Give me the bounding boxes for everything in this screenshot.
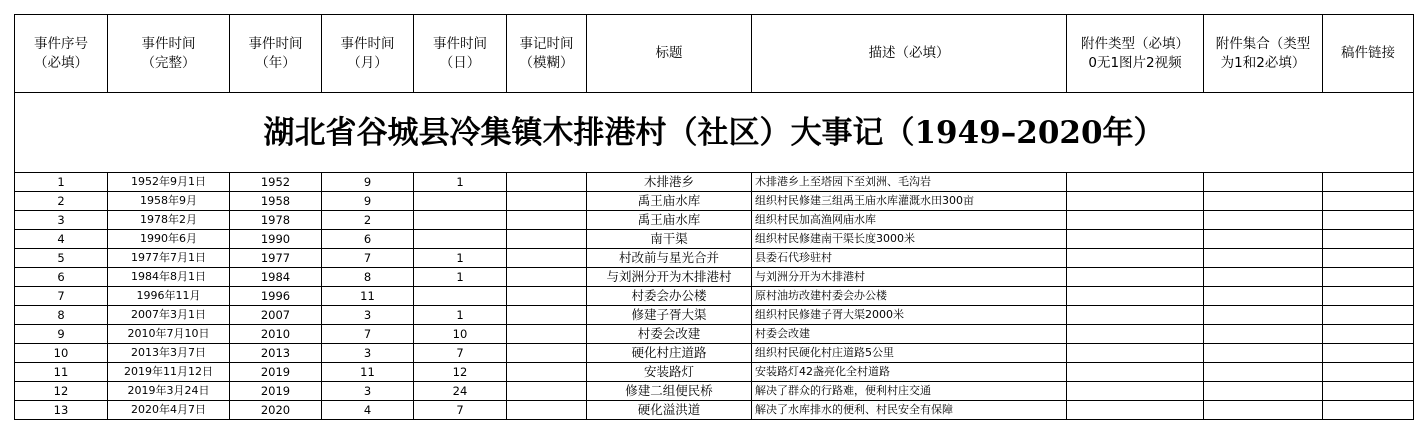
cell-title[interactable]: 木排港乡	[587, 173, 752, 192]
table-row	[15, 249, 1414, 268]
cell-description[interactable]: 与刘洲分开为木排港村	[752, 268, 1067, 287]
cell-event-year[interactable]: 2010	[230, 325, 322, 344]
table-row	[15, 211, 1414, 230]
cell-description[interactable]: 县委石代珍驻村	[752, 249, 1067, 268]
cell-link[interactable]	[1323, 363, 1414, 382]
table-row	[15, 287, 1414, 306]
cell-event-year[interactable]: 2020	[230, 401, 322, 420]
cell-title[interactable]: 修建二组便民桥	[587, 382, 752, 401]
table-row	[15, 192, 1414, 211]
cell-event-day[interactable]: 1	[414, 306, 507, 325]
cell-title[interactable]: 禹王庙水库	[587, 192, 752, 211]
cell-event-no[interactable]: 8	[15, 306, 108, 325]
cell-attachment-type[interactable]	[1067, 192, 1204, 211]
cell-fuzzy-time[interactable]	[507, 401, 587, 420]
cell-fuzzy-time[interactable]	[507, 363, 587, 382]
column-header: 附件集合（类型 为1和2必填）	[1204, 15, 1323, 93]
cell-title[interactable]: 村委会改建	[587, 325, 752, 344]
cell-attachment-type[interactable]	[1067, 344, 1204, 363]
cell-event-month[interactable]: 7	[322, 325, 414, 344]
cell-fuzzy-time[interactable]	[507, 249, 587, 268]
cell-title[interactable]: 禹王庙水库	[587, 211, 752, 230]
cell-link[interactable]	[1323, 344, 1414, 363]
column-header: 事件时间 （年）	[230, 15, 322, 93]
cell-title[interactable]: 硬化溢洪道	[587, 401, 752, 420]
cell-description[interactable]: 木排港乡上至塔园下至刘洲、毛沟岩	[752, 173, 1067, 192]
cell-event-year[interactable]: 1990	[230, 230, 322, 249]
cell-description[interactable]: 解决了水库排水的便利、村民安全有保障	[752, 401, 1067, 420]
cell-event-month[interactable]: 3	[322, 344, 414, 363]
cell-event-year[interactable]: 1952	[230, 173, 322, 192]
cell-attachment-set[interactable]	[1204, 306, 1323, 325]
events-table	[14, 14, 1414, 420]
cell-event-no[interactable]: 7	[15, 287, 108, 306]
cell-event-day[interactable]	[414, 287, 507, 306]
cell-description[interactable]: 解决了群众的行路难，便利村庄交通	[752, 382, 1067, 401]
header-row	[15, 15, 1414, 93]
cell-event-month[interactable]: 3	[322, 306, 414, 325]
column-header: 标题	[587, 15, 752, 93]
cell-event-month[interactable]: 9	[322, 173, 414, 192]
cell-event-date[interactable]: 2019年3月24日	[108, 382, 230, 401]
cell-event-day[interactable]	[414, 230, 507, 249]
cell-attachment-type[interactable]	[1067, 306, 1204, 325]
sheet-title: 湖北省谷城县冷集镇木排港村（社区）大事记（1949–2020年）	[15, 93, 1414, 173]
cell-link[interactable]	[1323, 382, 1414, 401]
cell-attachment-type[interactable]	[1067, 173, 1204, 192]
cell-description[interactable]: 村委会改建	[752, 325, 1067, 344]
cell-fuzzy-time[interactable]	[507, 325, 587, 344]
cell-link[interactable]	[1323, 249, 1414, 268]
cell-link[interactable]	[1323, 230, 1414, 249]
cell-event-date[interactable]: 1978年2月	[108, 211, 230, 230]
cell-link[interactable]	[1323, 192, 1414, 211]
column-header: 事件时间 （完整）	[108, 15, 230, 93]
cell-attachment-type[interactable]	[1067, 249, 1204, 268]
cell-attachment-type[interactable]	[1067, 268, 1204, 287]
cell-event-no[interactable]: 10	[15, 344, 108, 363]
cell-fuzzy-time[interactable]	[507, 344, 587, 363]
cell-fuzzy-time[interactable]	[507, 173, 587, 192]
spreadsheet	[14, 14, 1413, 420]
cell-event-year[interactable]: 1996	[230, 287, 322, 306]
cell-description[interactable]: 组织村民修建南干渠长度3000米	[752, 230, 1067, 249]
cell-attachment-set[interactable]	[1204, 230, 1323, 249]
cell-event-no[interactable]: 4	[15, 230, 108, 249]
cell-description[interactable]: 组织村民修建子胥大渠2000米	[752, 306, 1067, 325]
cell-event-no[interactable]: 11	[15, 363, 108, 382]
cell-event-no[interactable]: 6	[15, 268, 108, 287]
cell-event-day[interactable]: 1	[414, 173, 507, 192]
table-row	[15, 173, 1414, 192]
cell-attachment-set[interactable]	[1204, 268, 1323, 287]
cell-event-year[interactable]: 2007	[230, 306, 322, 325]
cell-event-no[interactable]: 9	[15, 325, 108, 344]
cell-event-month[interactable]: 11	[322, 363, 414, 382]
cell-link[interactable]	[1323, 173, 1414, 192]
cell-attachment-set[interactable]	[1204, 363, 1323, 382]
cell-link[interactable]	[1323, 306, 1414, 325]
table-row	[15, 230, 1414, 249]
cell-attachment-type[interactable]	[1067, 363, 1204, 382]
cell-attachment-type[interactable]	[1067, 382, 1204, 401]
cell-event-date[interactable]: 1990年6月	[108, 230, 230, 249]
cell-attachment-set[interactable]	[1204, 325, 1323, 344]
cell-event-month[interactable]: 6	[322, 230, 414, 249]
cell-attachment-set[interactable]	[1204, 344, 1323, 363]
cell-attachment-set[interactable]	[1204, 173, 1323, 192]
cell-event-month[interactable]: 4	[322, 401, 414, 420]
cell-event-year[interactable]: 1984	[230, 268, 322, 287]
cell-event-day[interactable]: 7	[414, 344, 507, 363]
cell-description[interactable]: 原村油坊改建村委会办公楼	[752, 287, 1067, 306]
table-body	[15, 173, 1414, 420]
column-header: 事记时间 （模糊）	[507, 15, 587, 93]
cell-title[interactable]: 硬化村庄道路	[587, 344, 752, 363]
cell-fuzzy-time[interactable]	[507, 287, 587, 306]
cell-description[interactable]: 安装路灯42盏亮化全村道路	[752, 363, 1067, 382]
cell-title[interactable]: 村改前与星光合并	[587, 249, 752, 268]
cell-fuzzy-time[interactable]	[507, 382, 587, 401]
table-row	[15, 382, 1414, 401]
cell-description[interactable]: 组织村民加高渔网庙水库	[752, 211, 1067, 230]
cell-title[interactable]: 与刘洲分开为木排港村	[587, 268, 752, 287]
cell-event-day[interactable]	[414, 192, 507, 211]
cell-fuzzy-time[interactable]	[507, 306, 587, 325]
column-header: 事件时间 （日）	[414, 15, 507, 93]
cell-event-date[interactable]: 1996年11月	[108, 287, 230, 306]
cell-title[interactable]: 安装路灯	[587, 363, 752, 382]
cell-attachment-set[interactable]	[1204, 401, 1323, 420]
cell-description[interactable]: 组织村民硬化村庄道路5公里	[752, 344, 1067, 363]
cell-event-month[interactable]: 3	[322, 382, 414, 401]
cell-event-day[interactable]: 10	[414, 325, 507, 344]
column-header: 附件类型（必填） 0无1图片2视频	[1067, 15, 1204, 93]
cell-fuzzy-time[interactable]	[507, 211, 587, 230]
cell-event-year[interactable]: 2019	[230, 363, 322, 382]
cell-event-year[interactable]: 1977	[230, 249, 322, 268]
cell-event-no[interactable]: 2	[15, 192, 108, 211]
cell-event-no[interactable]: 1	[15, 173, 108, 192]
cell-link[interactable]	[1323, 401, 1414, 420]
cell-title[interactable]: 村委会办公楼	[587, 287, 752, 306]
cell-fuzzy-time[interactable]	[507, 192, 587, 211]
cell-link[interactable]	[1323, 211, 1414, 230]
cell-link[interactable]	[1323, 287, 1414, 306]
cell-fuzzy-time[interactable]	[507, 230, 587, 249]
cell-attachment-type[interactable]	[1067, 401, 1204, 420]
column-header: 事件时间 （月）	[322, 15, 414, 93]
column-header: 稿件链接	[1323, 15, 1414, 93]
cell-event-date[interactable]: 1952年9月1日	[108, 173, 230, 192]
table-row	[15, 325, 1414, 344]
cell-event-day[interactable]: 1	[414, 268, 507, 287]
cell-attachment-set[interactable]	[1204, 192, 1323, 211]
cell-event-date[interactable]: 1958年9月	[108, 192, 230, 211]
cell-event-month[interactable]: 7	[322, 249, 414, 268]
cell-event-day[interactable]: 12	[414, 363, 507, 382]
column-header: 事件序号 （必填）	[15, 15, 108, 93]
cell-event-date[interactable]: 2019年11月12日	[108, 363, 230, 382]
column-header: 描述（必填）	[752, 15, 1067, 93]
cell-event-day[interactable]: 24	[414, 382, 507, 401]
cell-event-no[interactable]: 13	[15, 401, 108, 420]
cell-event-day[interactable]: 7	[414, 401, 507, 420]
cell-title[interactable]: 南干渠	[587, 230, 752, 249]
cell-description[interactable]: 组织村民修建三组禹王庙水库灌溉水田300亩	[752, 192, 1067, 211]
cell-event-year[interactable]: 1958	[230, 192, 322, 211]
table-row	[15, 401, 1414, 420]
cell-event-month[interactable]: 8	[322, 268, 414, 287]
cell-event-day[interactable]	[414, 211, 507, 230]
cell-attachment-type[interactable]	[1067, 325, 1204, 344]
cell-event-date[interactable]: 2007年3月1日	[108, 306, 230, 325]
cell-event-month[interactable]: 11	[322, 287, 414, 306]
cell-title[interactable]: 修建子胥大渠	[587, 306, 752, 325]
cell-attachment-type[interactable]	[1067, 230, 1204, 249]
cell-event-date[interactable]: 1977年7月1日	[108, 249, 230, 268]
cell-attachment-set[interactable]	[1204, 249, 1323, 268]
table-row	[15, 344, 1414, 363]
cell-event-year[interactable]: 2019	[230, 382, 322, 401]
cell-link[interactable]	[1323, 268, 1414, 287]
table-row	[15, 268, 1414, 287]
cell-event-date[interactable]: 2020年4月7日	[108, 401, 230, 420]
cell-attachment-set[interactable]	[1204, 382, 1323, 401]
cell-event-no[interactable]: 3	[15, 211, 108, 230]
cell-event-no[interactable]: 12	[15, 382, 108, 401]
table-row	[15, 363, 1414, 382]
cell-event-month[interactable]: 2	[322, 211, 414, 230]
cell-event-no[interactable]: 5	[15, 249, 108, 268]
cell-attachment-type[interactable]	[1067, 287, 1204, 306]
cell-event-day[interactable]: 1	[414, 249, 507, 268]
cell-event-year[interactable]: 1978	[230, 211, 322, 230]
cell-attachment-set[interactable]	[1204, 287, 1323, 306]
cell-event-date[interactable]: 2013年3月7日	[108, 344, 230, 363]
cell-event-date[interactable]: 2010年7月10日	[108, 325, 230, 344]
cell-event-year[interactable]: 2013	[230, 344, 322, 363]
cell-link[interactable]	[1323, 325, 1414, 344]
cell-attachment-type[interactable]	[1067, 211, 1204, 230]
cell-fuzzy-time[interactable]	[507, 268, 587, 287]
cell-event-month[interactable]: 9	[322, 192, 414, 211]
cell-attachment-set[interactable]	[1204, 211, 1323, 230]
cell-event-date[interactable]: 1984年8月1日	[108, 268, 230, 287]
table-row	[15, 306, 1414, 325]
